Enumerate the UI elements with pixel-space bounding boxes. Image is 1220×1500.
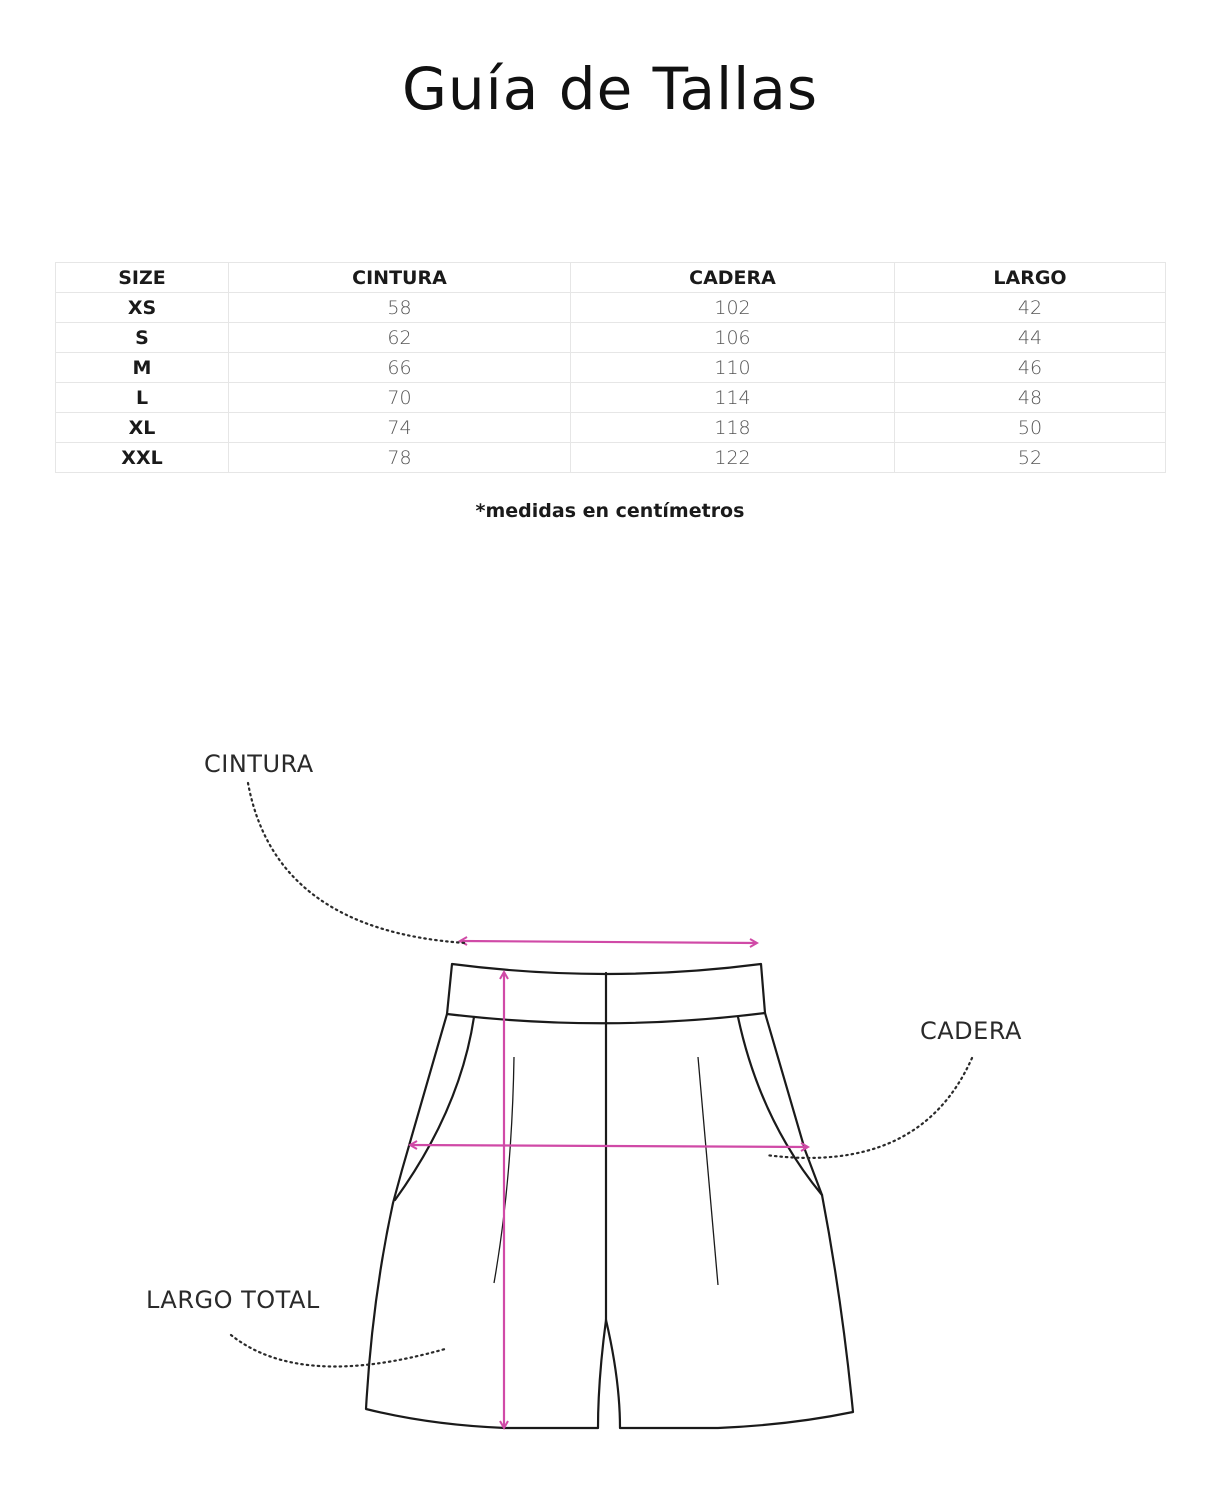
cintura-cell: 66 <box>229 353 571 383</box>
cadera-cell: 122 <box>571 443 895 473</box>
header-largo: LARGO <box>895 263 1166 293</box>
largo-leader <box>231 1335 445 1367</box>
label-cadera: CADERA <box>920 1017 1022 1045</box>
size-cell: S <box>56 323 229 353</box>
page-title: Guía de Tallas <box>401 55 819 123</box>
cintura-cell: 58 <box>229 293 571 323</box>
leader-lines <box>231 783 972 1367</box>
largo-cell: 42 <box>895 293 1166 323</box>
cadera-leader <box>766 1058 972 1158</box>
units-note: *medidas en centímetros <box>475 500 745 522</box>
size-cell: XL <box>56 413 229 443</box>
cintura-cell: 70 <box>229 383 571 413</box>
cintura-cell: 74 <box>229 413 571 443</box>
cadera-cell: 118 <box>571 413 895 443</box>
cadera-cell: 110 <box>571 353 895 383</box>
shorts-outline <box>366 964 853 1428</box>
hip-measure-line <box>410 1145 808 1147</box>
largo-cell: 44 <box>895 323 1166 353</box>
largo-cell: 48 <box>895 383 1166 413</box>
header-cadera: CADERA <box>571 263 895 293</box>
header-size: SIZE <box>56 263 229 293</box>
header-cintura: CINTURA <box>229 263 571 293</box>
cadera-cell: 114 <box>571 383 895 413</box>
largo-cell: 46 <box>895 353 1166 383</box>
cintura-leader <box>248 783 465 943</box>
size-cell: L <box>56 383 229 413</box>
waist-measure-line <box>460 941 757 943</box>
size-cell: XS <box>56 293 229 323</box>
cadera-cell: 102 <box>571 293 895 323</box>
size-cell: XXL <box>56 443 229 473</box>
size-cell: M <box>56 353 229 383</box>
largo-cell: 52 <box>895 443 1166 473</box>
largo-cell: 50 <box>895 413 1166 443</box>
label-largo-total: LARGO TOTAL <box>146 1286 320 1314</box>
cintura-cell: 78 <box>229 443 571 473</box>
label-cintura: CINTURA <box>204 750 314 778</box>
cadera-cell: 106 <box>571 323 895 353</box>
cintura-cell: 62 <box>229 323 571 353</box>
